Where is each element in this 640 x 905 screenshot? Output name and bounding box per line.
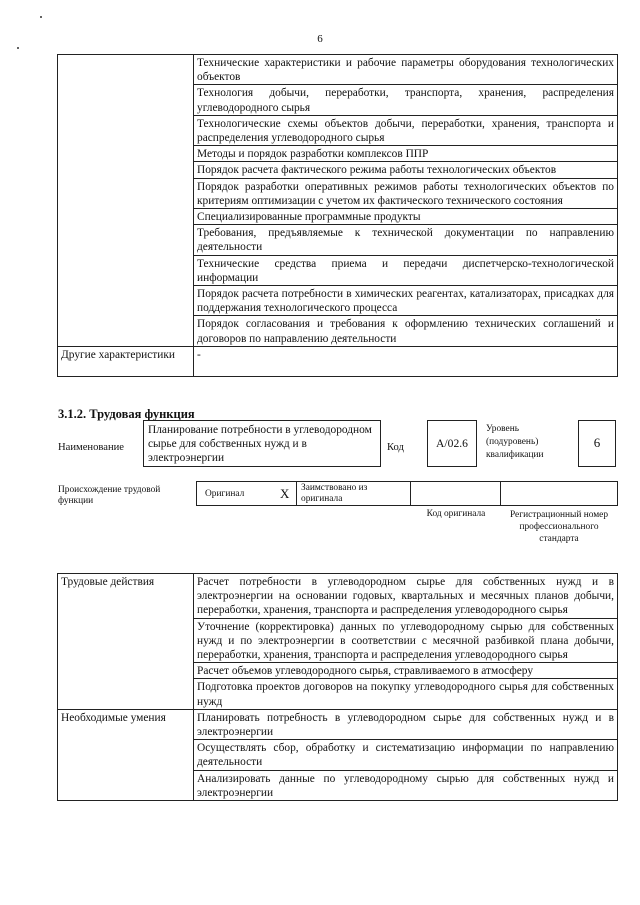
knowledge-label-cell bbox=[58, 55, 194, 347]
table-cell: Технологические схемы объектов добычи, переработки, хранения, транспорта и распределения углеводородного сырья bbox=[194, 115, 618, 145]
name-label: Наименование bbox=[58, 442, 124, 453]
divider bbox=[296, 481, 297, 506]
code-original-caption: Код оригинала bbox=[426, 509, 486, 519]
table-cell: Порядок расчета фактического режима работы технологических объектов bbox=[194, 162, 618, 178]
required-skills-label: Необходимые умения bbox=[58, 709, 194, 800]
name-box bbox=[143, 420, 381, 467]
table-cell: Осуществлять сбор, обработку и систематизацию информации по направлению деятельности bbox=[194, 740, 618, 770]
code-value: A/02.6 bbox=[436, 437, 468, 450]
scan-speck bbox=[40, 16, 42, 18]
table-cell: Расчет потребности в углеводородном сырье для собственных нужд и в электроэнергии на основании годовых, квартальных и месячных планов добычи, переработки, хранения, транспорта и распределения углеводородного сырья bbox=[194, 574, 618, 619]
code-label: Код bbox=[387, 442, 404, 453]
knowledge-table bbox=[57, 54, 618, 377]
table-cell: Планировать потребность в углеводородном сырье для собственных нужд и в электроэнергии bbox=[194, 709, 618, 739]
registration-caption: Регистрационный номер профессионального стандарта bbox=[509, 510, 609, 544]
table-row bbox=[58, 346, 618, 376]
section-title: 3.1.2. Трудовая функция bbox=[58, 407, 195, 421]
actions-table bbox=[57, 573, 618, 801]
labor-actions-label: Трудовые действия bbox=[58, 574, 194, 710]
borrowed-label: Заимствовано из оригинала bbox=[301, 483, 368, 504]
divider bbox=[500, 481, 501, 506]
level-label: Уровень (подуровень) квалификации bbox=[486, 424, 544, 460]
table-cell: Технические характеристики и рабочие параметры оборудования технологических объектов bbox=[194, 55, 618, 85]
origin-row bbox=[196, 481, 618, 506]
table-row bbox=[58, 709, 618, 739]
page-number: 6 bbox=[317, 33, 323, 45]
table-cell: Специализированные программные продукты bbox=[194, 209, 618, 225]
table-cell: Технические средства приема и передачи диспетчерско-технологической информации bbox=[194, 255, 618, 285]
divider bbox=[410, 481, 411, 506]
table-cell: Порядок расчета потребности в химических реагентах, катализаторах, присадках для поддержания технологического процесса bbox=[194, 286, 618, 316]
origin-label: Происхождение трудовой функции bbox=[58, 485, 161, 506]
level-value: 6 bbox=[593, 435, 601, 450]
code-box bbox=[427, 420, 477, 467]
table-cell: Технология добычи, переработки, транспорта, хранения, распределения углеводородного сырья bbox=[194, 85, 618, 115]
name-value: Планирование потребности в углеводородном сырье для собственных нужд и в электроэнергии bbox=[148, 424, 372, 464]
other-characteristics-value: - bbox=[194, 346, 618, 376]
table-cell: Расчет объемов углеводородного сырья, стравливаемого в атмосферу bbox=[194, 663, 618, 679]
table-cell: Требования, предъявляемые к технической документации по направлению деятельности bbox=[194, 225, 618, 255]
table-cell: Порядок согласования и требования к оформлению технических соглашений и договоров по направлению деятельности bbox=[194, 316, 618, 346]
table-cell: Уточнение (корректировка) данных по углеводородному сырью для собственных нужд и по электроэнергии в соответствии с месячной разбивкой плана добычи, переработки, хранения, транспорта и распределения углеводородного сырья bbox=[194, 618, 618, 663]
table-row bbox=[58, 574, 618, 619]
table-row bbox=[58, 55, 618, 85]
table-cell: Методы и порядок разработки комплексов ППР bbox=[194, 146, 618, 162]
table-cell: Порядок разработки оперативных режимов работы технологических объектов по критериям оптимизации с учетом их фактического технического состояния bbox=[194, 178, 618, 208]
table-cell: Подготовка проектов договоров на покупку углеводородного сырья для собственных нужд bbox=[194, 679, 618, 709]
original-label: Оригинал bbox=[205, 489, 245, 499]
other-characteristics-label: Другие характеристики bbox=[58, 346, 194, 376]
table-cell: Анализировать данные по углеводородному сырью для собственных нужд и электроэнергии bbox=[194, 770, 618, 800]
original-mark: X bbox=[280, 486, 290, 501]
level-box bbox=[578, 420, 616, 467]
scan-speck bbox=[17, 47, 19, 49]
